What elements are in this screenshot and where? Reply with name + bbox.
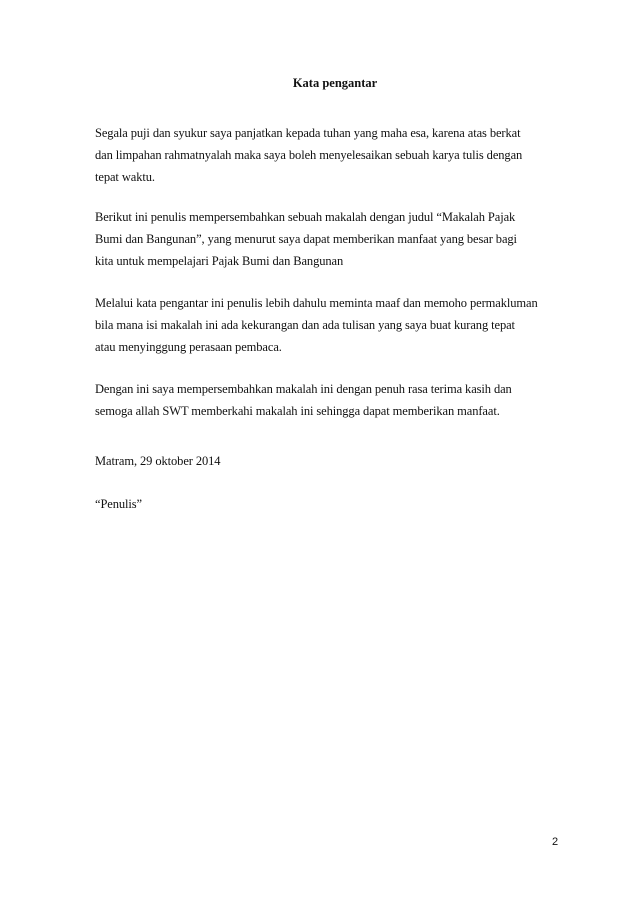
signature: “Penulis” — [95, 497, 143, 511]
paragraph-1-line-3: tepat waktu. — [95, 170, 155, 184]
paragraph-4-line-2: semoga allah SWT memberkahi makalah ini sehingga dapat memberikan manfaat. — [95, 404, 500, 418]
place-date: Matram, 29 oktober 2014 — [95, 454, 221, 468]
paragraph-3-line-1: Melalui kata pengantar ini penulis lebih dahulu meminta maaf dan memoho permakluman — [95, 296, 538, 310]
paragraph-3-line-2: bila mana isi makalah ini ada kekurangan dan ada tulisan yang saya buat kurang tepat — [95, 318, 515, 332]
paragraph-3-line-3: atau menyinggung perasaan pembaca. — [95, 340, 282, 354]
paragraph-2-line-2: Bumi dan Bangunan”, yang menurut saya dapat memberikan manfaat yang besar bagi — [95, 232, 517, 246]
paragraph-1-line-1: Segala puji dan syukur saya panjatkan kepada tuhan yang maha esa, karena atas berkat — [95, 126, 521, 140]
paragraph-1-line-2: dan limpahan rahmatnyalah maka saya boleh menyelesaikan sebuah karya tulis dengan — [95, 148, 523, 162]
paragraph-2-line-1: Berikut ini penulis mempersembahkan sebuah makalah dengan judul “Makalah Pajak — [95, 210, 516, 224]
paragraph-4-line-1: Dengan ini saya mempersembahkan makalah ini dengan penuh rasa terima kasih dan — [95, 382, 512, 396]
paragraph-2-line-3: kita untuk mempelajari Pajak Bumi dan Bangunan — [95, 254, 344, 268]
page-number: 2 — [552, 836, 559, 848]
page-title: Kata pengantar — [292, 76, 378, 90]
